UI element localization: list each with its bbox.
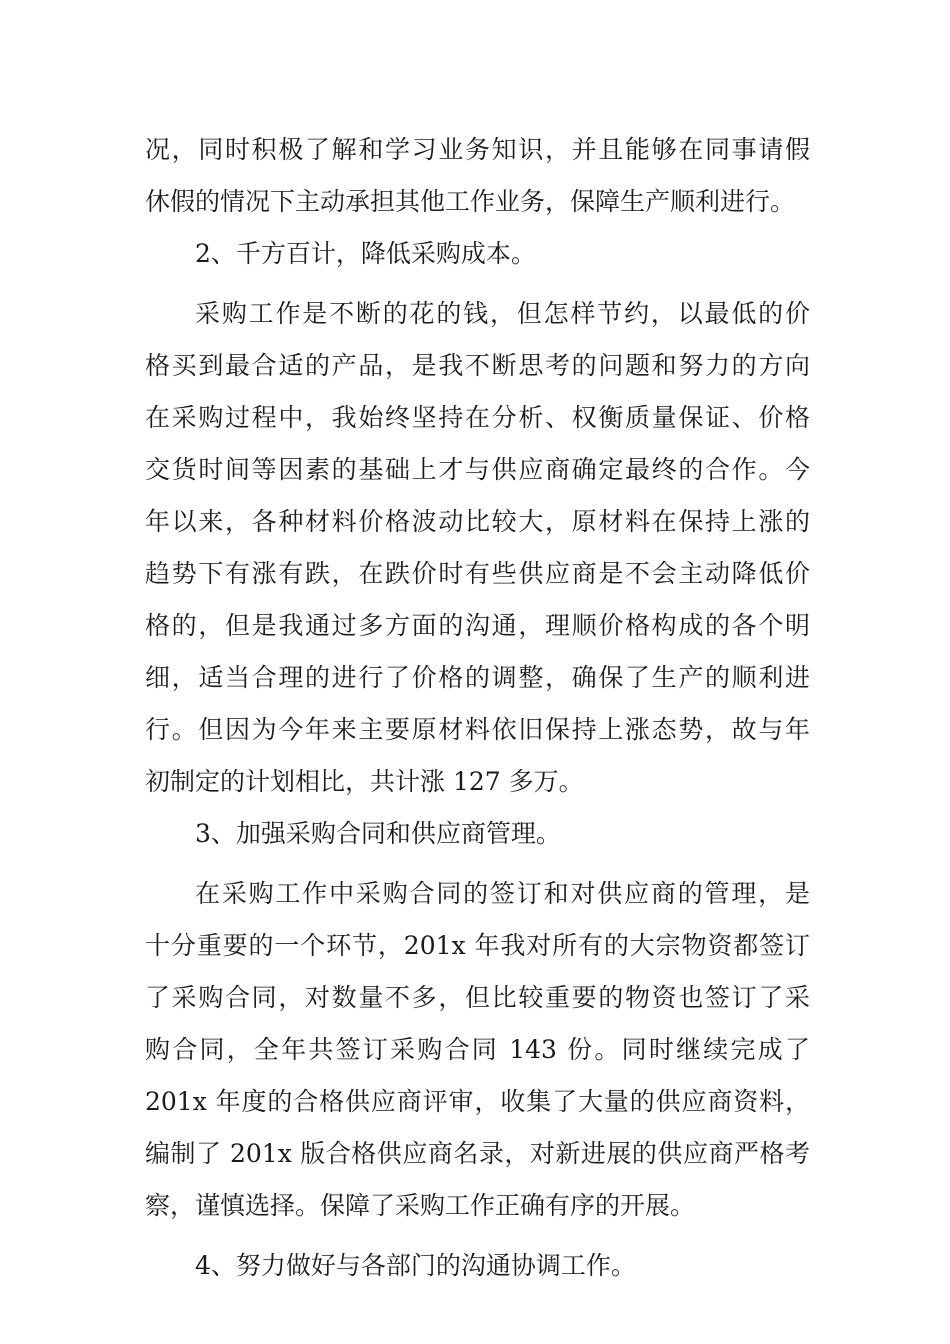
section-heading: 3、加强采购合同和供应商管理。 bbox=[195, 819, 561, 848]
text-line: 察，谨慎选择。保障了采购工作正确有序的开展。 bbox=[145, 1191, 696, 1220]
text-line: 编制了 201x 版合格供应商名录，对新进展的供应商严格考 bbox=[145, 1139, 810, 1168]
text-line: 购合同，全年共签订采购合同 143 份。同时继续完成了 bbox=[145, 1035, 810, 1064]
text-line: 行。但因为今年来主要原材料依旧保持上涨态势，故与年 bbox=[145, 715, 810, 744]
section-heading: 4、努力做好与各部门的沟通协调工作。 bbox=[195, 1251, 636, 1280]
text-line: 格的，但是我通过多方面的沟通，理顺价格构成的各个明 bbox=[145, 611, 810, 640]
text-line: 年以来，各种材料价格波动比较大，原材料在保持上涨的 bbox=[145, 507, 810, 536]
text-line: 格买到最合适的产品，是我不断思考的问题和努力的方向 bbox=[145, 351, 810, 380]
text-line: 201x 年度的合格供应商评审，收集了大量的供应商资料， bbox=[145, 1087, 810, 1116]
text-line: 况，同时积极了解和学习业务知识，并且能够在同事请假 bbox=[145, 135, 810, 164]
text-line: 了采购合同，对数量不多，但比较重要的物资也签订了采 bbox=[145, 983, 810, 1012]
text-line: 在采购过程中，我始终坚持在分析、权衡质量保证、价格 bbox=[145, 403, 810, 432]
text-line: 十分重要的一个环节，201x 年我对所有的大宗物资都签订 bbox=[145, 931, 810, 960]
text-line: 休假的情况下主动承担其他工作业务，保障生产顺利进行。 bbox=[145, 187, 796, 216]
text-line: 交货时间等因素的基础上才与供应商确定最终的合作。今 bbox=[145, 455, 810, 484]
section-heading: 2、千方百计，降低采购成本。 bbox=[195, 239, 536, 268]
text-line: 趋势下有涨有跌，在跌价时有些供应商是不会主动降低价 bbox=[145, 559, 810, 588]
text-line: 初制定的计划相比，共计涨 127 多万。 bbox=[145, 767, 584, 796]
text-line: 在采购工作中采购合同的签订和对供应商的管理，是 bbox=[195, 879, 810, 908]
text-line: 采购工作是不断的花的钱，但怎样节约，以最低的价 bbox=[195, 299, 810, 328]
text-line: 细，适当合理的进行了价格的调整，确保了生产的顺利进 bbox=[145, 663, 810, 692]
